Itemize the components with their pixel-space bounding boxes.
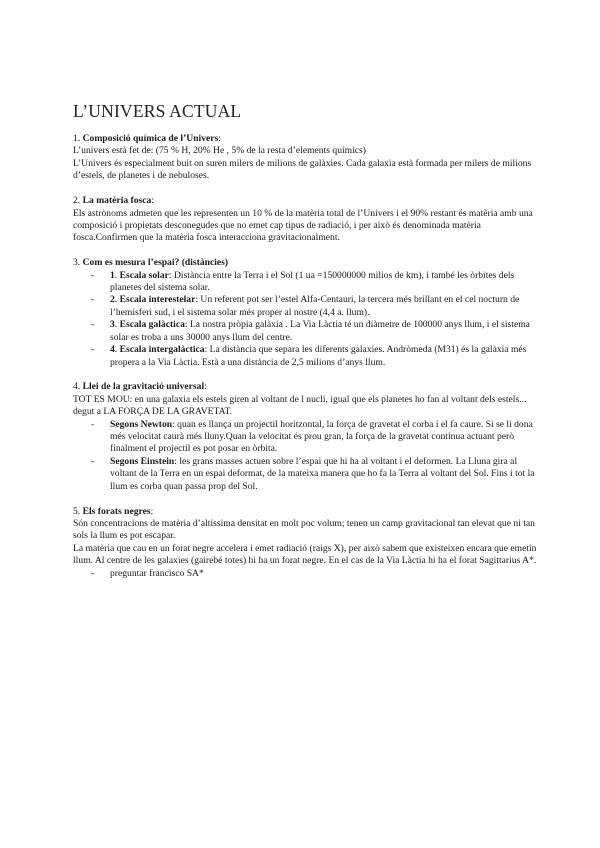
paragraph: Els astrònoms admeten que les representen un 10 % de la matèria total de l’Univers i el 90% restant és matèria amb una composició i propietats desconegudes que no emet cap tipus de radiació, i per això és denominada matèria fosca.Confirmen que la matèria fosca interacciona gravitacionalment. <box>73 207 533 244</box>
heading-colon: : <box>150 505 154 517</box>
section-gravitacio <box>73 381 541 493</box>
item-text: : Un referent pot ser l’estel Alfa-Centauri, la tercera més brillant en el cel nocturn de l’hemisferi sud, i el sistema solar més proper al nostre (4,4 a. llum). <box>110 294 520 318</box>
section-number: 1 <box>73 133 78 144</box>
item-text: : Distància entre la Terra i el Sol (1 ua =150000000 milios de km), i també les òrbites dels planetes del sistema solar. <box>110 269 515 294</box>
page-title: L’UNIVERS ACTUAL <box>73 101 242 121</box>
item-text: : La distància que separa les diferents galaxies. Andròmeda (M31) és la galàxia més propera a la Via Làctia. Està a una distància de 2,5 milions d’anys llum. <box>110 344 527 368</box>
section-composicio <box>73 133 541 183</box>
list-item <box>73 419 541 456</box>
item-number: 2 <box>110 294 115 306</box>
item-number: 1 <box>110 269 115 281</box>
section-number: 4 <box>73 381 78 393</box>
bullet-dash: - <box>91 455 95 467</box>
section-distancies <box>73 257 541 369</box>
item-text: : quan es llança un projectil horitzontal, la força de gravetat el corba i el fa caure. Si se li dona més velocitat caurà més lluny.Quan la velocitat és prou gran, la força de la gravetat continua actuant però finalment el projectil es pot posar en òrbita. <box>110 418 533 455</box>
section-title: Composició química de l’Univers <box>82 133 219 144</box>
bullet-dash: - <box>91 418 95 430</box>
section-number: 5 <box>73 505 78 517</box>
item-text: preguntar francisco SA* <box>110 567 204 579</box>
list-item <box>73 568 541 580</box>
list-item: - 4. Escala intergalàctica: La distància que separa les diferents galaxies. Andròmeda (M31) és la galàxia més propera a la Via Làctia. Està a una distància de 2,5 milions d’anys llum. <box>91 344 527 368</box>
list-item: - 2. Escala interestelar: Un referent pot ser l’estel Alfa-Centauri, la tercera més brillant en el cel nocturn de l’hemisferi sud, i el sistema solar més proper al nostre (4,4 a. llum). <box>91 294 520 318</box>
paragraph: TOT ES MOU: en una galaxia els estels giren al voltant de l nucli, igual que els planetes ho fan al voltant dels estels... degut a LA FORÇA DE LA GRAVETAT. <box>73 393 527 418</box>
item-term: Segons Newton <box>110 418 173 430</box>
distance-list <box>73 270 541 369</box>
section-heading: 3. Com es mesura l’espai? (distàncies) <box>73 257 229 269</box>
list-item: - 3. Escala galàctica: La nostra pròpia galàxia . La Via Làctia té un diàmetre de 100000 anys llum, i el sistema solar es troba a uns 30000 anys llum del centre. <box>91 319 530 343</box>
section-title: Com es mesura l’espai? (distàncies) <box>82 257 229 269</box>
note-list <box>73 568 541 580</box>
section-heading: 1. Composició química de l’Univers: <box>73 133 221 144</box>
bullet-dash: - <box>91 567 95 579</box>
document-body <box>73 133 541 593</box>
item-term: Escala interestelar <box>119 294 196 306</box>
heading-colon: : <box>151 195 155 207</box>
bullet-dash: - <box>91 344 95 356</box>
section-heading: 5. Els forats negres: <box>73 505 154 517</box>
paragraph: L’univers està fet de: (75 % H, 20% He , 5% de la resta d’elements químics) <box>73 145 366 157</box>
item-number: 4 <box>110 344 115 356</box>
paragraph: Són concentracions de matèria d’altíssima densitat en molt poc volum; tenen un camp gravitacional tan elevat que ni tan sols la llum es pot escapar. <box>73 517 535 542</box>
section-title: Els forats negres <box>82 505 151 517</box>
section-title: Llei de la gravitació universal <box>82 381 205 393</box>
heading-colon: : <box>204 381 207 393</box>
item-term: Escala solar <box>119 269 169 281</box>
paragraph: La matèria que cau en un forat negre accelera i emet radiació (raigs X), per això sabem que existeixen encara que emetin llum. Al centre de les galaxies (gairebé totes) hi ha un forat negre. En el cas de la Via Làctia hi ha el forat Sagittarius A*. <box>73 542 537 567</box>
list-item: - 1. Escala solar: Distància entre la Terra i el Sol (1 ua =150000000 milios de km), i també les òrbites dels planetes del sistema solar. <box>91 269 515 294</box>
heading-colon: : <box>218 133 221 144</box>
item-number: 3 <box>110 319 115 331</box>
section-number: 3 <box>73 257 78 269</box>
section-forats-negres <box>73 506 541 580</box>
section-materia-fosca <box>73 195 541 245</box>
section-number: 2 <box>73 195 78 207</box>
bullet-dash: - <box>91 269 95 281</box>
theory-list <box>73 419 541 493</box>
bullet-dash: - <box>91 294 95 306</box>
item-text: : La nostra pròpia galàxia . La Via Làctia té un diàmetre de 100000 anys llum, i el sistema solar es troba a uns 30000 anys llum del centre. <box>110 319 530 343</box>
item-term: Escala galàctica <box>119 319 185 331</box>
item-term: Escala intergalàctica <box>119 344 205 356</box>
paragraph: L’Univers és especialment buit on suren milers de milions de galàxies. Cada galaxia està formada per milers de milions d’estels, de planetes i de nebuloses. <box>73 157 532 182</box>
list-item <box>73 456 541 493</box>
item-text: : les grans masses actuen sobre l’espai que hi ha al voltant i el deformen. La Lluna gira al voltant de la Terra en un espai deformat, de la mateixa manera que ho fa la Terra al voltant del Sol. Fins i tot la llum es corba quan passa prop del Sol. <box>110 455 535 492</box>
section-heading: 2. La matèria fosca: <box>73 195 155 207</box>
item-term: Segons Einstein <box>110 455 175 467</box>
section-title: La matèria fosca <box>82 195 152 207</box>
section-heading: 4. Llei de la gravitació universal: <box>73 381 207 393</box>
bullet-dash: - <box>91 319 95 331</box>
